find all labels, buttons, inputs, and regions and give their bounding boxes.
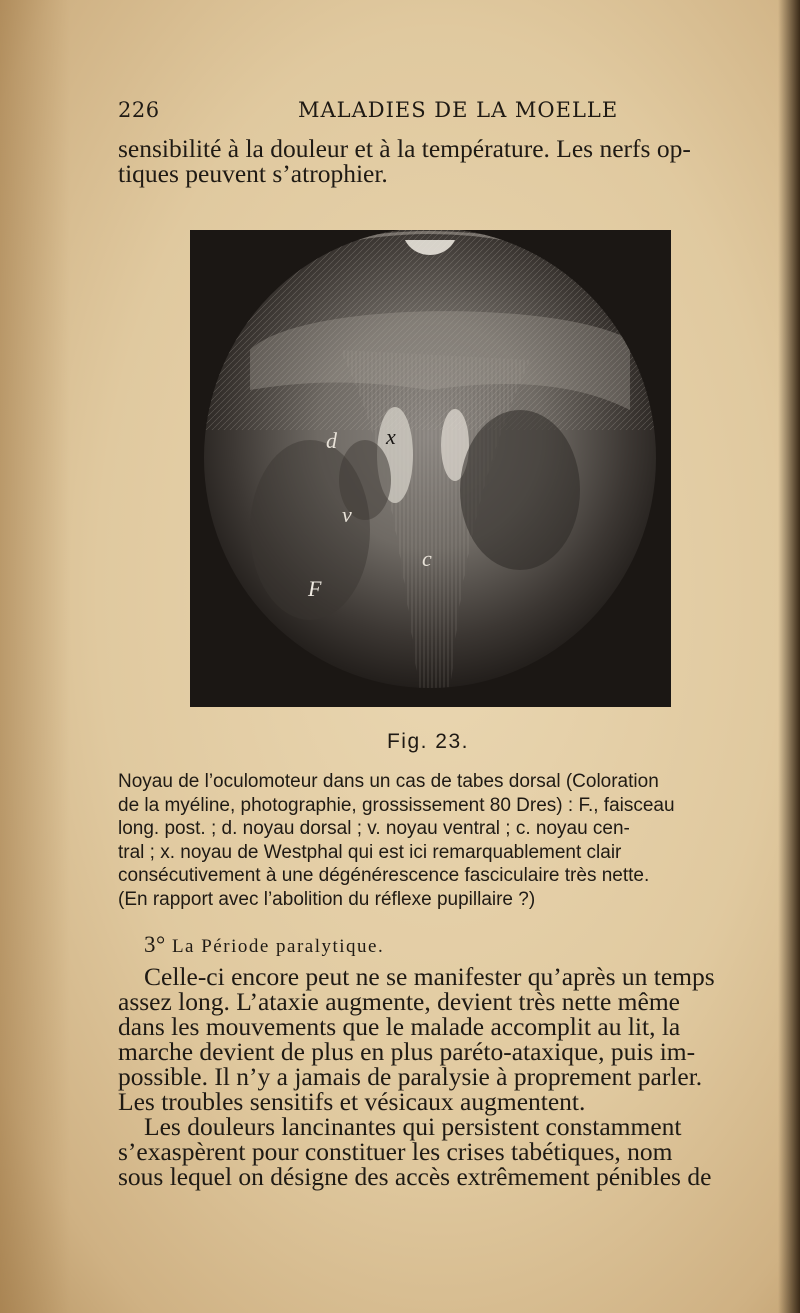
label-F: F (308, 576, 322, 601)
page-number: 226 (118, 98, 160, 122)
text-line: Les troubles sensitifs et vésicaux augmentent. (118, 1087, 586, 1116)
label-d: d (326, 428, 337, 453)
figure-caption (118, 770, 754, 912)
text-line: dans les mouvements que le malade accomplit au lit, la (118, 1012, 681, 1041)
caption-line: tral ; x. noyau de Westphal qui est ici remarquablement clair (118, 841, 622, 863)
page-edge-shadow (778, 0, 800, 1313)
label-x: x (386, 424, 396, 449)
section-title: La Période paralytique. (171, 936, 385, 957)
text-line: possible. Il n’y a jamais de paralysie à proprement parler. (118, 1062, 703, 1091)
text-line: sous lequel on désigne des accès extrêmement pénibles de (118, 1162, 712, 1191)
text-line: Les douleurs lancinantes qui persistent constamment (144, 1112, 682, 1141)
text-line: sensibilité à la douleur et à la température. Les nerfs op- (118, 134, 691, 163)
label-c: c (422, 546, 432, 571)
text-line: Celle-ci encore peut ne se manifester qu’après un temps (144, 962, 715, 991)
intro-paragraph (118, 136, 738, 186)
text-line: s’exaspèrent pour constituer les crises tabétiques, nom (118, 1137, 673, 1166)
section-number: 3° (144, 932, 166, 957)
figure-title: Fig. 23. (386, 730, 470, 753)
section-heading (144, 932, 384, 958)
text-line: assez long. L’ataxie augmente, devient très nette même (118, 987, 680, 1016)
caption-line: consécutivement à une dégénérescence fasciculaire très nette. (118, 865, 650, 887)
caption-line: Noyau de l’oculomoteur dans un cas de tabes dorsal (Coloration (118, 771, 659, 792)
body-paragraphs (118, 964, 738, 1189)
figure-plate (190, 230, 671, 707)
text-line: tiques peuvent s’atrophier. (118, 159, 388, 188)
caption-line: de la myéline, photographie, grossissement 80 Dres) : F., faisceau (118, 794, 675, 816)
micrograph-image (190, 230, 671, 707)
running-header (118, 98, 738, 128)
running-title: MALADIES DE LA MOELLE (298, 98, 619, 122)
page-gutter-shadow (0, 0, 70, 1313)
caption-line: long. post. ; d. noyau dorsal ; v. noyau ventral ; c. noyau cen- (118, 818, 630, 840)
text-line: marche devient de plus en plus paréto-ataxique, puis im- (118, 1037, 696, 1066)
caption-line: (En rapport avec l’abolition du réflexe pupillaire ?) (118, 888, 536, 910)
label-v: v (342, 502, 352, 527)
